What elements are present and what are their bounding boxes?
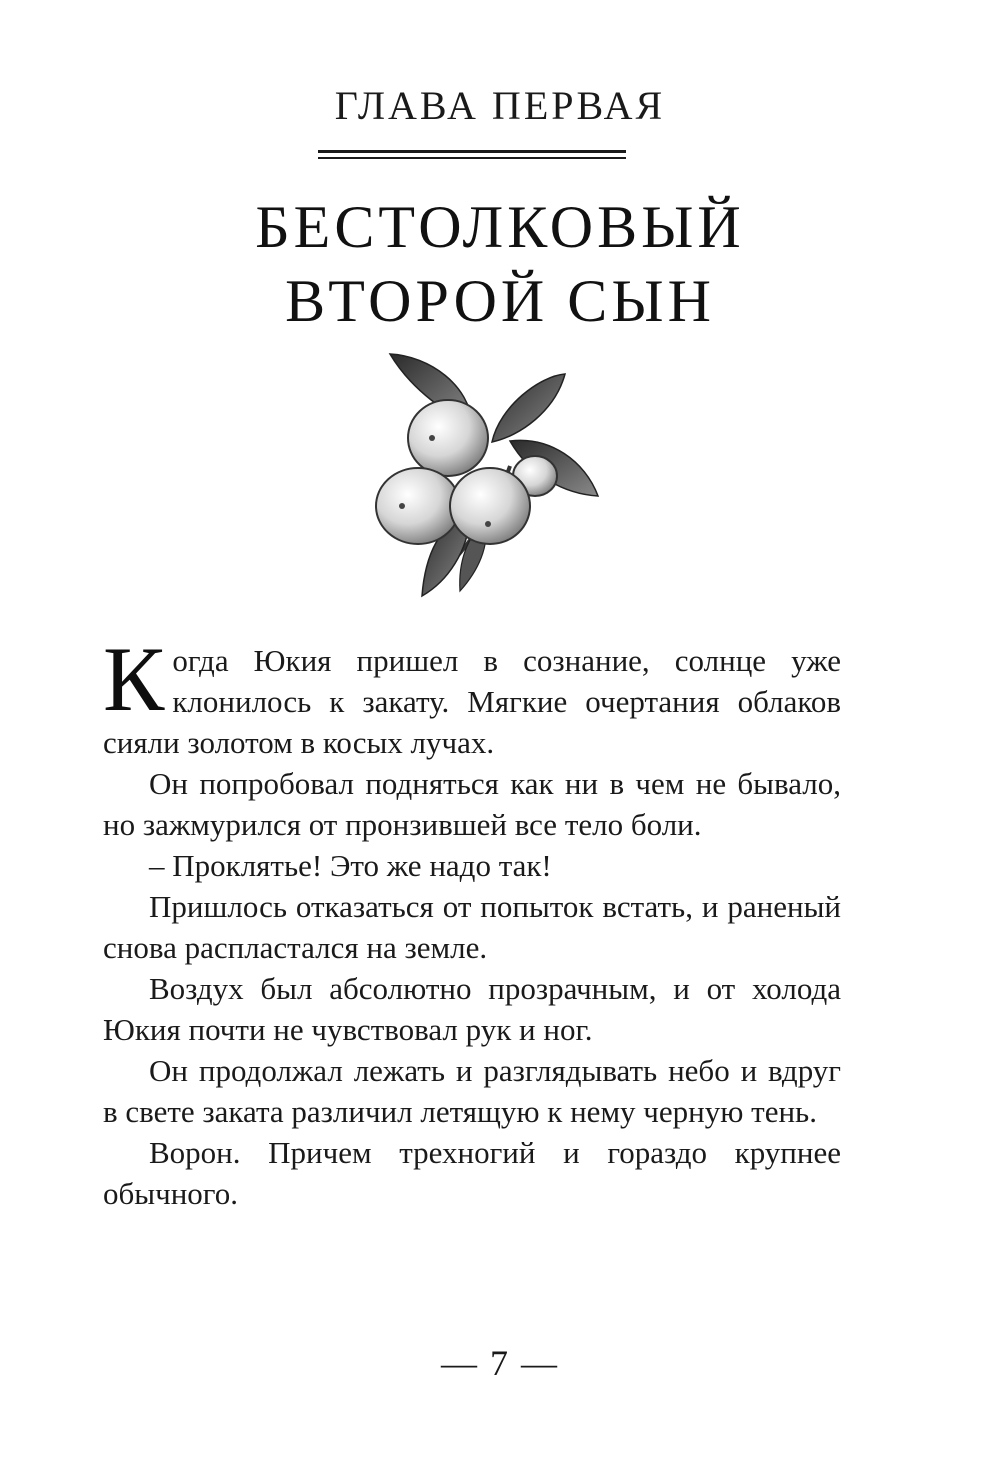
- paragraph-2: Он попробовал подняться как ни в чем не бывало, но зажмурился от пронзившей все тело боли.: [103, 766, 841, 842]
- chapter-title: [0, 190, 1000, 338]
- berries-branch-icon: [360, 346, 640, 606]
- paragraph-3: – Проклятье! Это же надо так!: [149, 848, 552, 883]
- title-rule-bottom: [318, 157, 626, 159]
- chapter-body: [103, 628, 841, 1214]
- paragraph-6: Он продолжал лежать и разглядывать небо и вдруг в свете заката различил летящую к нему черную тень.: [103, 1053, 841, 1129]
- page-number: — 7 —: [441, 1343, 559, 1383]
- chapter-label: ГЛАВА ПЕРВАЯ: [334, 83, 666, 128]
- chapter-title-line-2: ВТОРОЙ СЫН: [285, 268, 715, 334]
- title-rule-top: [318, 150, 626, 153]
- paragraph-5: Воздух был абсолютно прозрачным, и от холода Юкия почти не чувствовал рук и ног.: [103, 971, 841, 1047]
- paragraph-7: Ворон. Причем трехногий и гораздо крупнее обычного.: [103, 1135, 841, 1211]
- drop-cap: К: [103, 628, 165, 730]
- paragraph-1-text: огда Юкия пришел в сознание, солнце уже клонилось к закату. Мягкие очертания облаков сияли золотом в косых лучах.: [103, 643, 841, 760]
- chapter-title-line-1: БЕСТОЛКОВЫЙ: [255, 194, 745, 260]
- paragraph-4: Пришлось отказаться от попыток встать, и раненый снова распластался на земле.: [103, 889, 841, 965]
- paragraph-1: [103, 628, 841, 763]
